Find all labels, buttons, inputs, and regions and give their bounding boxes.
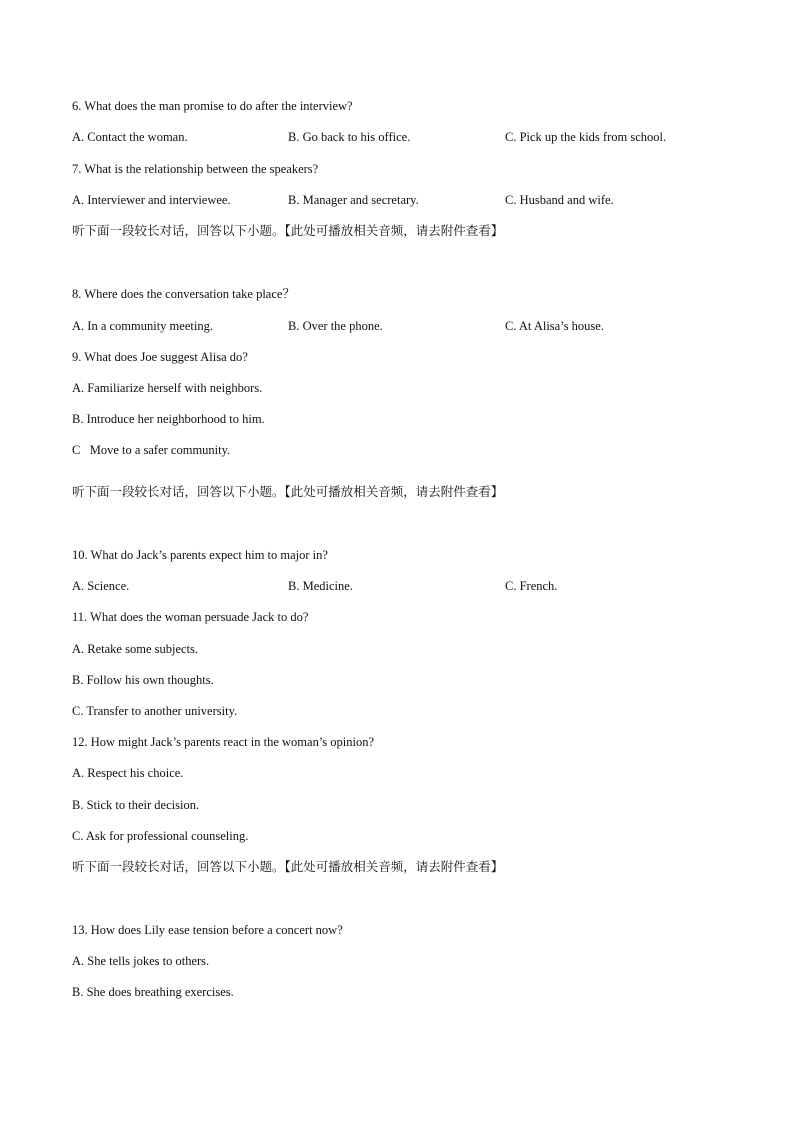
q9-option-a: A. Familiarize herself with neighbors. (72, 381, 263, 395)
q6-option-a: A. Contact the woman. (72, 130, 188, 144)
q9-option-c: C Move to a safer community. (72, 443, 231, 457)
question-6: 6. What does the man promise to do after the interview? (72, 99, 353, 113)
q13-option-b: B. She does breathing exercises. (72, 985, 234, 999)
q10-option-b: B. Medicine. (288, 579, 353, 593)
audio-instruction: 听下面一段较长对话，回答以下小题。【此处可播放相关音频，请去附件查看】 (72, 859, 504, 874)
q10-option-a: A. Science. (72, 579, 130, 593)
audio-instruction: 听下面一段较长对话，回答以下小题。【此处可播放相关音频，请去附件查看】 (72, 223, 504, 238)
q8-option-c: C. At Alisa’s house. (505, 319, 604, 333)
q11-option-b: B. Follow his own thoughts. (72, 673, 214, 687)
question-11: 11. What does the woman persuade Jack to do? (72, 610, 309, 624)
q11-option-c: C. Transfer to another university. (72, 704, 238, 718)
q10-option-c: C. French. (505, 579, 558, 593)
q13-option-a: A. She tells jokes to others. (72, 954, 210, 968)
question-9: 9. What does Joe suggest Alisa do? (72, 350, 248, 364)
q12-option-c: C. Ask for professional counseling. (72, 829, 249, 843)
q6-option-c: C. Pick up the kids from school. (505, 130, 667, 144)
q9-option-b: B. Introduce her neighborhood to him. (72, 412, 265, 426)
q7-option-b: B. Manager and secretary. (288, 193, 419, 207)
question-7: 7. What is the relationship between the speakers? (72, 162, 319, 176)
q7-option-a: A. Interviewer and interviewee. (72, 193, 231, 207)
q11-option-a: A. Retake some subjects. (72, 642, 199, 656)
question-12: 12. How might Jack’s parents react in the woman’s opinion? (72, 735, 375, 749)
q7-option-c: C. Husband and wife. (505, 193, 614, 207)
question-13: 13. How does Lily ease tension before a concert now? (72, 923, 343, 937)
q12-option-a: A. Respect his choice. (72, 766, 184, 780)
q8-option-b: B. Over the phone. (288, 319, 383, 333)
question-8: 8. Where does the conversation take place？ (72, 287, 295, 301)
q8-option-a: A. In a community meeting. (72, 319, 213, 333)
audio-instruction: 听下面一段较长对话，回答以下小题。【此处可播放相关音频，请去附件查看】 (72, 484, 504, 499)
question-10: 10. What do Jack’s parents expect him to major in? (72, 548, 328, 562)
q12-option-b: B. Stick to their decision. (72, 798, 200, 812)
q6-option-b: B. Go back to his office. (288, 130, 411, 144)
